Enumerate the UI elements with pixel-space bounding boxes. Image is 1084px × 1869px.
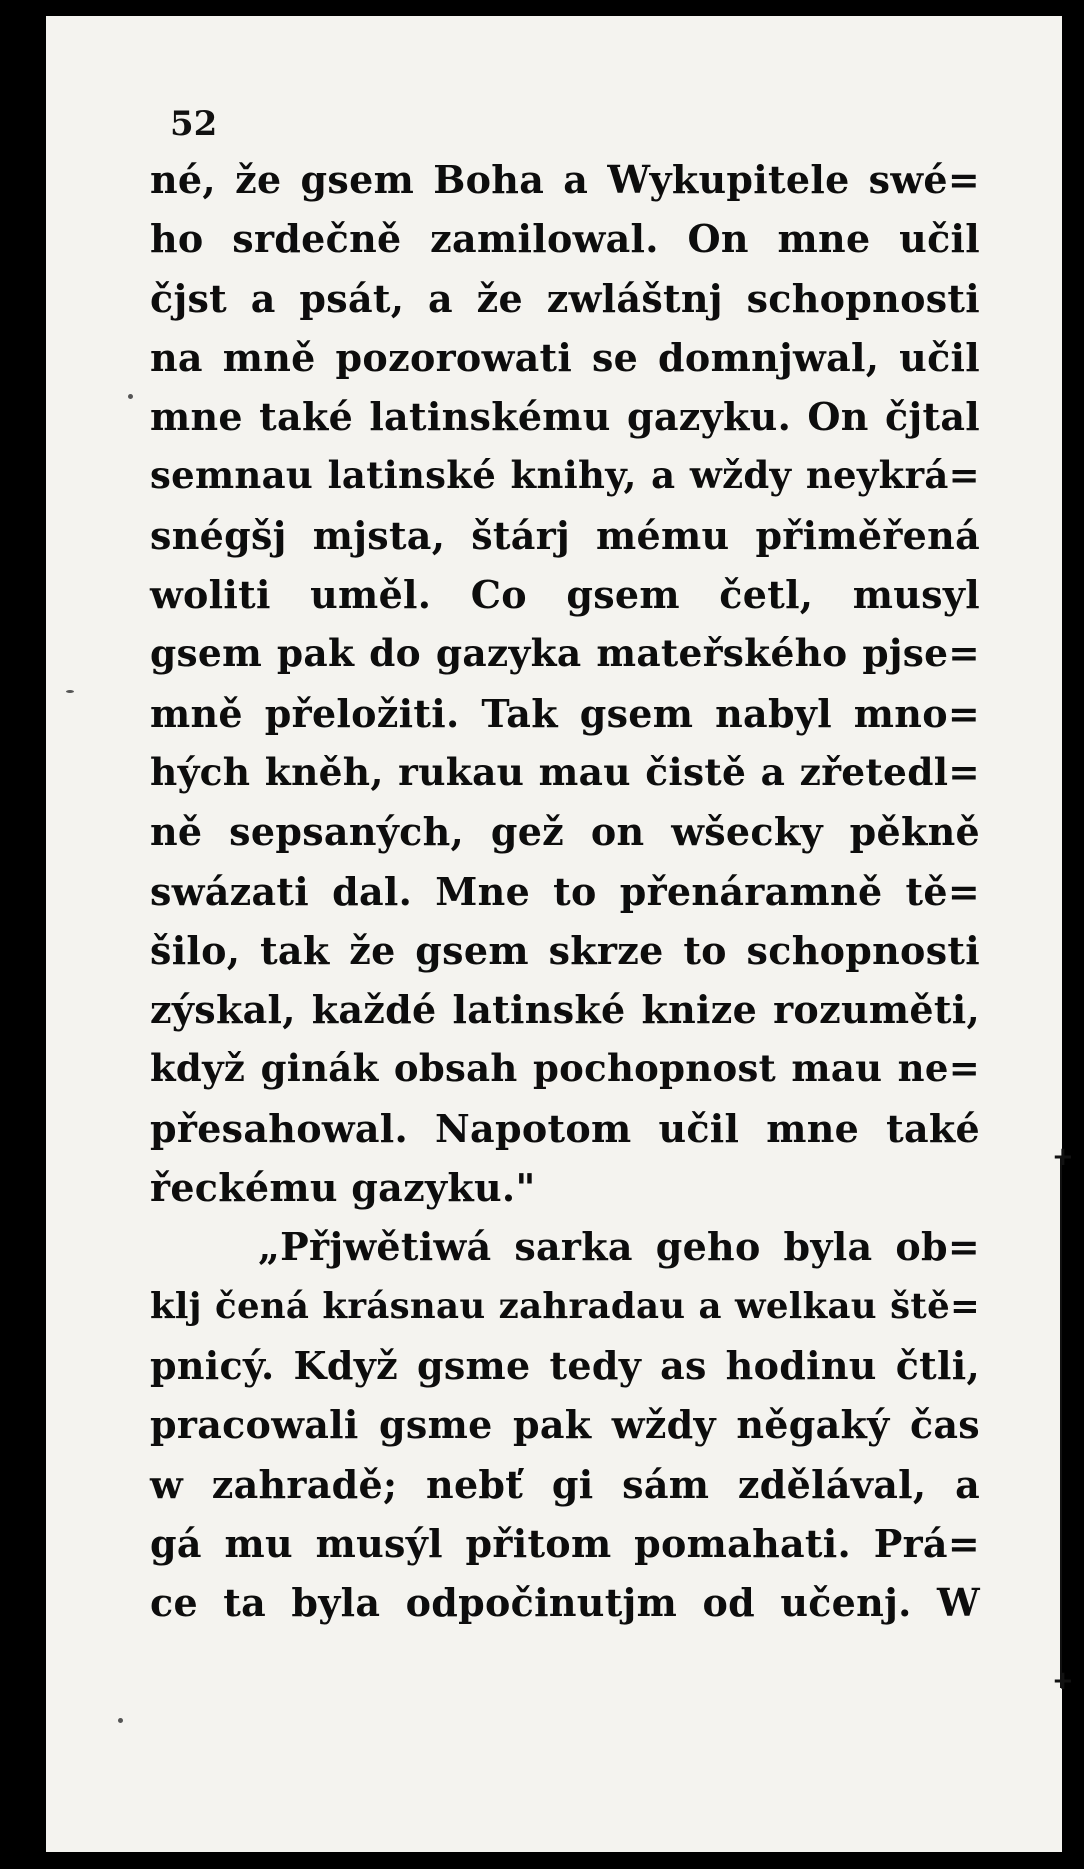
text-line: klj čená krásnau zahradau a welkau ště= xyxy=(150,1285,980,1327)
text-line: přesahowal. Napotom učil mne také xyxy=(150,1105,980,1151)
edge-mark-top: + xyxy=(1052,1142,1074,1172)
text-line: zýskal, každé latinské knize rozuměti, xyxy=(150,987,980,1033)
text-line: na mně pozorowati se domnjwal, učil xyxy=(150,334,980,380)
text-line: pracowali gsme pak wždy něgaký čas xyxy=(150,1402,980,1448)
text-line: gsem pak do gazyka mateřského pjse= xyxy=(150,631,980,676)
text-line: pnicý. Když gsme tedy as hodinu čtli, xyxy=(150,1342,980,1388)
text-line: řeckému gazyku." xyxy=(150,1165,536,1211)
text-line: gá mu musýl přitom pomahati. Prá= xyxy=(150,1520,980,1566)
paper-speck xyxy=(118,1718,123,1723)
body-text xyxy=(150,150,980,1632)
text-line: „Přjwětiwá sarka geho byla ob= xyxy=(258,1224,980,1270)
paper-speck xyxy=(66,690,74,693)
paper-speck xyxy=(128,394,133,399)
text-line: když ginák obsah pochopnost mau ne= xyxy=(150,1046,980,1091)
text-line: snégšj mjsta, štárj mému přiměřená xyxy=(150,512,980,558)
text-line: čjst a psát, a že zwláštnj schopnosti xyxy=(150,275,980,321)
text-line: mně přeložiti. Tak gsem nabyl mno= xyxy=(150,690,980,736)
text-line: semnau latinské knihy, a wždy neykrá= xyxy=(150,453,980,498)
edge-mark-bottom: + xyxy=(1052,1666,1074,1696)
page-number: 52 xyxy=(170,104,218,144)
text-line: ho srdečně zamilowal. On mne učil xyxy=(150,216,980,262)
text-line: woliti uměl. Co gsem četl, musyl xyxy=(150,572,980,618)
text-line: w zahradě; nebť gi sám zdělával, a xyxy=(150,1461,980,1507)
text-line: ce ta byla odpočinutjm od učenj. W xyxy=(150,1580,980,1626)
text-line: ně sepsaných, gež on wšecky pěkně xyxy=(150,809,980,855)
text-line: mne také latinskému gazyku. On čjtal xyxy=(150,394,980,440)
text-line: swázati dal. Mne to přenáramně tě= xyxy=(150,868,980,914)
text-line: šilo, tak že gsem skrze to schopnosti xyxy=(150,927,980,973)
page-edge-rule xyxy=(1060,1158,1062,1688)
text-line: hých kněh, rukau mau čistě a zřetedl= xyxy=(150,749,980,794)
text-line: né, že gsem Boha a Wykupitele swé= xyxy=(150,157,980,202)
